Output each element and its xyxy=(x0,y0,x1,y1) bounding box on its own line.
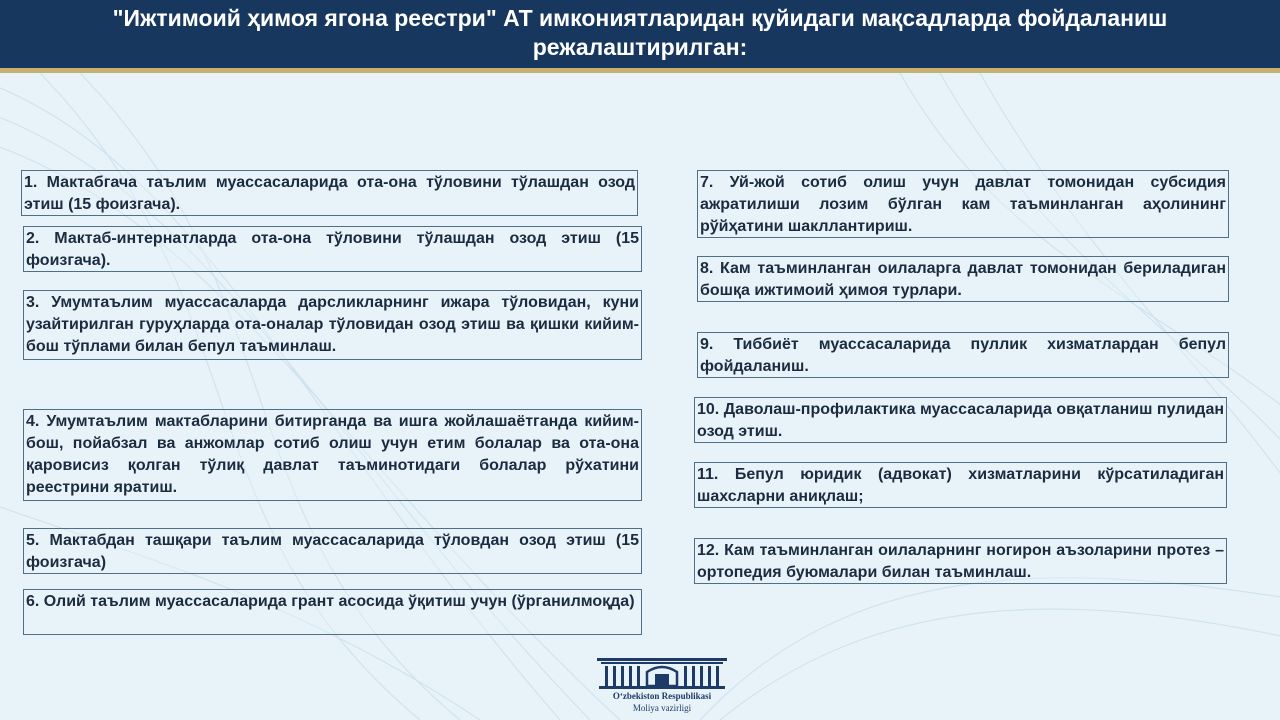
list-item-4: 4. Умумтаълим мактабларини битирганда ва ишга жойлашаётганда кийим-бош, пойабзал ва анжомлар сотиб олиш учун етим болалар ва ота-она қаровисиз қолган тўлиқ давлат таъминотидаги болалар рўхатини реестрини яратиш. xyxy=(23,409,642,501)
list-item-2: 2. Мактаб-интернатларда ота-она тўловини тўлашдан озод этиш (15 фоизгача). xyxy=(23,226,642,272)
list-item-10: 10. Даволаш-профилактика муассасаларида овқатланиш пулидан озод этиш. xyxy=(694,397,1227,443)
list-item-11: 11. Бепул юридик (адвокат) хизматларини кўрсатиладиган шахсларни аниқлаш; xyxy=(694,462,1227,508)
list-item-6: 6. Олий таълим муассасаларида грант асосида ўқитиш учун (ўрганилмоқда) xyxy=(23,589,642,635)
logo-subtitle: Moliya vazirligi xyxy=(632,703,692,713)
ministry-logo xyxy=(592,658,732,720)
list-item-7: 7. Уй-жой сотиб олиш учун давлат томонидан субсидия ажратилиши лозим бўлган кам таъминланган аҳолининг рўйҳатини шакллантириш. xyxy=(697,170,1229,238)
building-icon xyxy=(597,658,727,690)
logo-name: O‘zbekiston Respublikasi xyxy=(612,691,712,701)
slide-title: "Ижтимоий ҳимоя ягона реестри" АТ имкониятларидан қуйидаги мақсадларда фойдаланиш режалаштирилган: xyxy=(112,5,1168,60)
slide-header xyxy=(0,0,1280,68)
header-accent-line xyxy=(0,68,1280,73)
list-item-12: 12. Кам таъминланган оилаларнинг ногирон аъзоларини протез – ортопедия буюмалари билан таъминлаш. xyxy=(694,538,1227,584)
list-item-8: 8. Кам таъминланган оилаларга давлат томонидан бериладиган бошқа ижтимоий ҳимоя турлари. xyxy=(697,256,1229,302)
list-item-5: 5. Мактабдан ташқари таълим муассасаларида тўловдан озод этиш (15 фоизгача) xyxy=(23,528,642,574)
list-item-9: 9. Тиббиёт муассасаларида пуллик хизматлардан бепул фойдаланиш. xyxy=(697,332,1229,378)
list-item-3: 3. Умумтаълим муассасаларда дарсликларнинг ижара тўловидан, куни узайтирилган гуруҳларда ота-оналар тўловидан озод этиш ва қишки кийим-бош тўплами билан бепул таъминлаш. xyxy=(23,290,642,360)
list-item-1: 1. Мактабгача таълим муассасаларида ота-она тўловини тўлашдан озод этиш (15 фоизгача). xyxy=(21,170,638,216)
